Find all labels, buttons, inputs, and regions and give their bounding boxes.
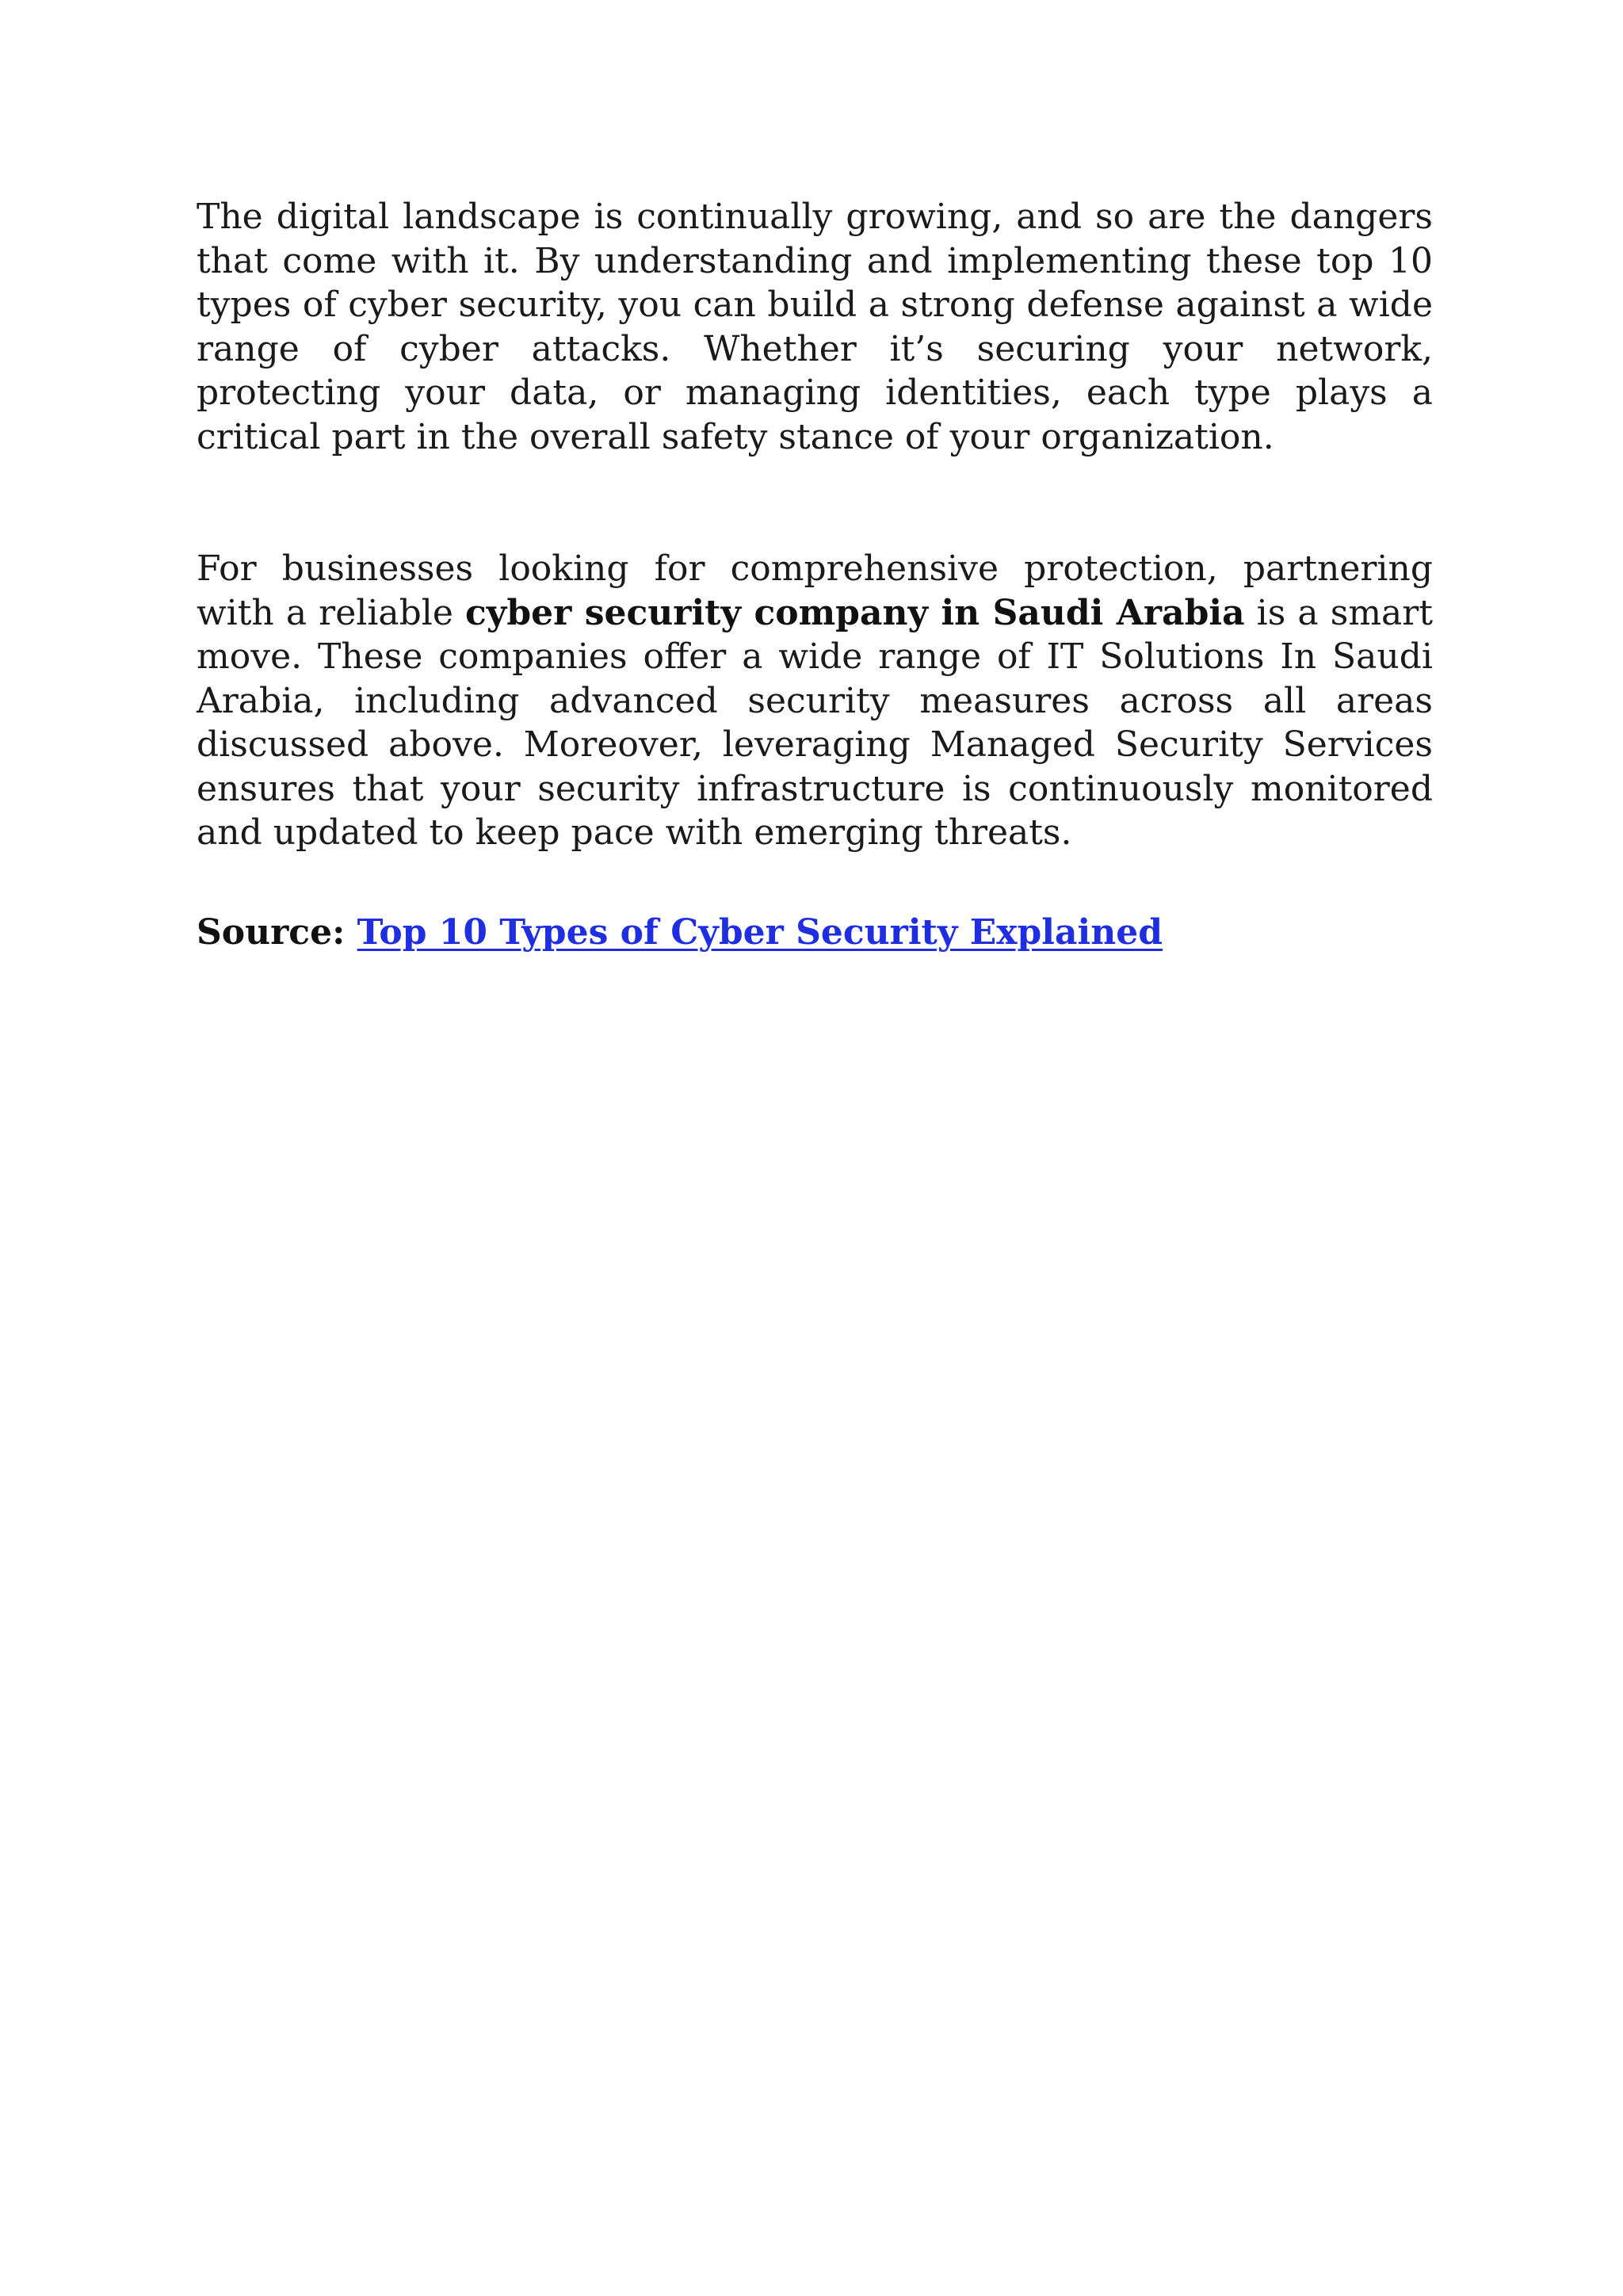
paragraph-2-intro: For businesses looking for comprehensive protection, partnering with a reliable xyxy=(197,548,1433,633)
paragraph-2-rest: is a smart move. These companies offer a wide range of IT Solutions In Saudi Arabia, including advanced security measures across all areas discussed above. Moreover, leveraging Managed Security Services ensures that your security infrastructure is continuously monitored and updated to keep pace with emerging threats. xyxy=(197,592,1433,853)
document-body xyxy=(197,195,1433,954)
paragraph-conclusion: The digital landscape is continually growing, and so are the dangers that come with it. By understanding and implementing these top 10 types of cyber security, you can build a strong defense against a wide range of cyber attacks. Whether it’s securing your network, protecting your data, or managing identities, each type plays a critical part in the overall safety stance of your organization. xyxy=(197,197,1433,457)
paragraph-recommendation xyxy=(197,547,1433,855)
source-link[interactable]: Top 10 Types of Cyber Security Explained xyxy=(357,911,1163,953)
bold-keyword: cyber security company in Saudi Arabia xyxy=(465,592,1245,633)
source-line xyxy=(197,911,1433,955)
source-label: Source: xyxy=(197,911,346,953)
